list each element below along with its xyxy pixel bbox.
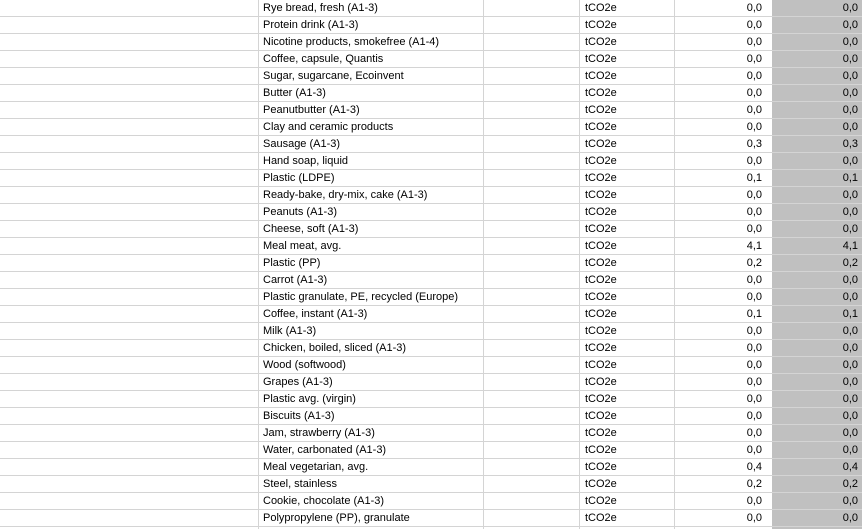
total-value-cell[interactable]: 0,1 [842, 308, 858, 320]
unit-cell[interactable]: tCO2e [585, 495, 617, 507]
emission-source-cell[interactable]: Wood (softwood) [263, 359, 346, 371]
unit-cell[interactable]: tCO2e [585, 206, 617, 218]
unit-cell[interactable]: tCO2e [585, 189, 617, 201]
unit-cell[interactable]: tCO2e [585, 104, 617, 116]
value-cell[interactable]: 0,0 [746, 393, 762, 405]
value-cell[interactable]: 0,2 [746, 478, 762, 490]
emission-source-cell[interactable]: Plastic avg. (virgin) [263, 393, 356, 405]
table-row [0, 51, 862, 68]
table-row [0, 425, 862, 442]
total-value-cell[interactable]: 0,0 [842, 325, 858, 337]
unit-cell[interactable]: tCO2e [585, 138, 617, 150]
unit-cell[interactable]: tCO2e [585, 512, 617, 524]
table-row [0, 374, 862, 391]
table-row [0, 306, 862, 323]
value-cell[interactable]: 0,0 [746, 223, 762, 235]
table-row [0, 459, 862, 476]
total-value-cell[interactable]: 0,0 [842, 2, 858, 14]
value-cell[interactable]: 0,0 [746, 87, 762, 99]
unit-cell[interactable]: tCO2e [585, 359, 617, 371]
value-cell[interactable]: 0,1 [746, 172, 762, 184]
unit-cell[interactable]: tCO2e [585, 2, 617, 14]
total-value-cell[interactable]: 0,0 [842, 121, 858, 133]
emission-source-cell[interactable]: Butter (A1-3) [263, 87, 326, 99]
emission-source-cell[interactable]: Coffee, instant (A1-3) [263, 308, 368, 320]
total-value-cell[interactable]: 0,0 [842, 274, 858, 286]
value-cell[interactable]: 0,0 [746, 104, 762, 116]
unit-cell[interactable]: tCO2e [585, 427, 617, 439]
table-row [0, 221, 862, 238]
total-value-cell[interactable]: 0,0 [842, 36, 858, 48]
unit-cell[interactable]: tCO2e [585, 461, 617, 473]
total-value-cell[interactable]: 0,0 [842, 189, 858, 201]
total-value-cell[interactable]: 0,2 [842, 257, 858, 269]
table-row [0, 0, 862, 17]
unit-cell[interactable]: tCO2e [585, 257, 617, 269]
emission-source-cell[interactable]: Steel, stainless [263, 478, 337, 490]
table-row [0, 391, 862, 408]
total-value-cell[interactable]: 0,0 [842, 376, 858, 388]
table-row [0, 238, 862, 255]
value-cell[interactable]: 0,0 [746, 427, 762, 439]
table-row [0, 102, 862, 119]
emission-source-cell[interactable]: Nicotine products, smokefree (A1-4) [263, 36, 440, 48]
emission-source-cell[interactable]: Jam, strawberry (A1-3) [263, 427, 375, 439]
total-value-cell[interactable]: 0,0 [842, 427, 858, 439]
total-value-cell[interactable]: 0,2 [842, 478, 858, 490]
table-row [0, 85, 862, 102]
total-value-cell[interactable]: 4,1 [842, 240, 858, 252]
value-cell[interactable]: 0,0 [746, 189, 762, 201]
unit-cell[interactable]: tCO2e [585, 155, 617, 167]
table-row [0, 255, 862, 272]
total-value-cell[interactable]: 0,0 [842, 291, 858, 303]
total-value-cell[interactable]: 0,1 [842, 172, 858, 184]
value-cell[interactable]: 0,0 [746, 53, 762, 65]
value-cell[interactable]: 0,0 [746, 444, 762, 456]
emission-source-cell[interactable]: Hand soap, liquid [263, 155, 349, 167]
value-cell[interactable]: 0,0 [746, 376, 762, 388]
emission-source-cell[interactable]: Sausage (A1-3) [263, 138, 341, 150]
emission-source-cell[interactable]: Sugar, sugarcane, Ecoinvent [263, 70, 404, 82]
total-value-cell[interactable]: 0,0 [842, 155, 858, 167]
total-value-cell[interactable]: 0,0 [842, 495, 858, 507]
value-cell[interactable]: 0,2 [746, 257, 762, 269]
emission-source-cell[interactable]: Chicken, boiled, sliced (A1-3) [263, 342, 407, 354]
table-row [0, 289, 862, 306]
unit-cell[interactable]: tCO2e [585, 325, 617, 337]
table-row [0, 408, 862, 425]
value-cell[interactable]: 0,1 [746, 308, 762, 320]
table-row [0, 357, 862, 374]
unit-cell[interactable]: tCO2e [585, 291, 617, 303]
unit-cell[interactable]: tCO2e [585, 342, 617, 354]
total-value-cell[interactable]: 0,3 [842, 138, 858, 150]
total-value-cell[interactable]: 0,0 [842, 223, 858, 235]
table-row [0, 323, 862, 340]
total-value-cell[interactable]: 0,0 [842, 359, 858, 371]
total-value-cell[interactable]: 0,0 [842, 53, 858, 65]
unit-cell[interactable]: tCO2e [585, 223, 617, 235]
total-value-cell[interactable]: 0,0 [842, 444, 858, 456]
emission-source-cell[interactable]: Clay and ceramic products [263, 121, 394, 133]
table-row [0, 34, 862, 51]
value-cell[interactable]: 0,0 [746, 2, 762, 14]
unit-cell[interactable]: tCO2e [585, 274, 617, 286]
unit-cell[interactable]: tCO2e [585, 393, 617, 405]
emission-source-cell[interactable]: Protein drink (A1-3) [263, 19, 359, 31]
table-row [0, 272, 862, 289]
value-cell[interactable]: 0,0 [746, 495, 762, 507]
total-value-cell[interactable]: 0,0 [842, 206, 858, 218]
value-cell[interactable]: 0,0 [746, 36, 762, 48]
value-cell[interactable]: 0,0 [746, 274, 762, 286]
total-value-cell[interactable]: 0,4 [842, 461, 858, 473]
unit-cell[interactable]: tCO2e [585, 53, 617, 65]
table-row [0, 136, 862, 153]
value-cell[interactable]: 0,3 [746, 138, 762, 150]
unit-cell[interactable]: tCO2e [585, 240, 617, 252]
unit-cell[interactable]: tCO2e [585, 376, 617, 388]
value-cell[interactable]: 0,0 [746, 70, 762, 82]
emission-source-cell[interactable]: Peanutbutter (A1-3) [263, 104, 360, 116]
unit-cell[interactable]: tCO2e [585, 308, 617, 320]
value-cell[interactable]: 0,0 [746, 291, 762, 303]
unit-cell[interactable]: tCO2e [585, 172, 617, 184]
emission-source-cell[interactable]: Biscuits (A1-3) [263, 410, 335, 422]
unit-cell[interactable]: tCO2e [585, 410, 617, 422]
value-cell[interactable]: 0,0 [746, 342, 762, 354]
emission-source-cell[interactable]: Rye bread, fresh (A1-3) [263, 2, 378, 14]
unit-cell[interactable]: tCO2e [585, 478, 617, 490]
table-row [0, 119, 862, 136]
table-row [0, 170, 862, 187]
value-cell[interactable]: 0,0 [746, 206, 762, 218]
table-row [0, 153, 862, 170]
unit-cell[interactable]: tCO2e [585, 19, 617, 31]
table-row [0, 476, 862, 493]
value-cell[interactable]: 0,4 [746, 461, 762, 473]
emission-source-cell[interactable]: Meal meat, avg. [263, 240, 342, 252]
unit-cell[interactable]: tCO2e [585, 70, 617, 82]
value-cell[interactable]: 0,0 [746, 121, 762, 133]
emission-source-cell[interactable]: Carrot (A1-3) [263, 274, 328, 286]
emission-source-cell[interactable]: Coffee, capsule, Quantis [263, 53, 384, 65]
value-cell[interactable]: 4,1 [746, 240, 762, 252]
table-row [0, 442, 862, 459]
emission-source-cell[interactable]: Plastic (PP) [263, 257, 321, 269]
unit-cell[interactable]: tCO2e [585, 444, 617, 456]
table-row [0, 17, 862, 34]
unit-cell[interactable]: tCO2e [585, 36, 617, 48]
emission-source-cell[interactable]: Plastic (LDPE) [263, 172, 335, 184]
emission-source-cell[interactable]: Polypropylene (PP), granulate [263, 512, 410, 524]
total-value-cell[interactable]: 0,0 [842, 512, 858, 524]
value-cell[interactable]: 0,0 [746, 359, 762, 371]
table-row [0, 340, 862, 357]
emission-source-cell[interactable]: Peanuts (A1-3) [263, 206, 337, 218]
emission-source-cell[interactable]: Meal vegetarian, avg. [263, 461, 369, 473]
emission-source-cell[interactable]: Cookie, chocolate (A1-3) [263, 495, 385, 507]
value-cell[interactable]: 0,0 [746, 325, 762, 337]
value-cell[interactable]: 0,0 [746, 19, 762, 31]
emission-source-cell[interactable]: Milk (A1-3) [263, 325, 317, 337]
total-value-cell[interactable]: 0,0 [842, 87, 858, 99]
value-cell[interactable]: 0,0 [746, 155, 762, 167]
emission-source-cell[interactable]: Cheese, soft (A1-3) [263, 223, 359, 235]
emission-source-cell[interactable]: Plastic granulate, PE, recycled (Europe) [263, 291, 459, 303]
value-cell[interactable]: 0,0 [746, 410, 762, 422]
total-value-cell[interactable]: 0,0 [842, 342, 858, 354]
total-value-cell[interactable]: 0,0 [842, 70, 858, 82]
table-row [0, 68, 862, 85]
table-row [0, 187, 862, 204]
table-row [0, 204, 862, 221]
total-value-cell[interactable]: 0,0 [842, 19, 858, 31]
emission-source-cell[interactable]: Ready-bake, dry-mix, cake (A1-3) [263, 189, 428, 201]
emission-source-cell[interactable]: Water, carbonated (A1-3) [263, 444, 387, 456]
unit-cell[interactable]: tCO2e [585, 121, 617, 133]
emission-source-cell[interactable]: Grapes (A1-3) [263, 376, 333, 388]
table-row [0, 510, 862, 527]
total-value-cell[interactable]: 0,0 [842, 410, 858, 422]
table-row [0, 493, 862, 510]
value-cell[interactable]: 0,0 [746, 512, 762, 524]
total-value-cell[interactable]: 0,0 [842, 393, 858, 405]
unit-cell[interactable]: tCO2e [585, 87, 617, 99]
total-value-cell[interactable]: 0,0 [842, 104, 858, 116]
